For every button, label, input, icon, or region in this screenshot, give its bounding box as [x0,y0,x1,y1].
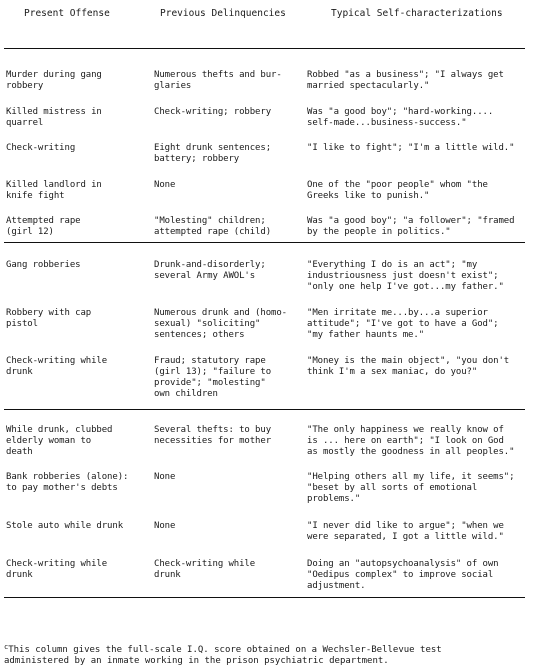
footnote-marker: c [4,643,9,651]
column-header-present-offense: Present Offense [24,8,110,19]
table-row-8-characterizations: "Money is the main object", "you don't think I'm a sex maniac, do you?" [307,356,510,377]
table-row-12-offense: Check-writing while drunk [6,559,108,580]
section-rule-1 [4,242,525,243]
footnote-text: This column gives the full-scale I.Q. score obtained on a Wechsler-Bellevue test administered by an inmate working in the prison psychiatric department. [4,645,442,666]
table-row-6-offense: Gang robberies [6,260,81,270]
table-row-8-offense: Check-writing while drunk [6,356,108,377]
table-row-4-offense: Killed landlord in knife fight [6,180,102,201]
table-row-10-characterizations: "Helping others all my life, it seems"; "beset by all sorts of emotional problems." [307,472,515,504]
table-row-7-characterizations: "Men irritate me...by...a superior attitude"; "I've got to have a God"; "my father haunts me." [307,308,499,340]
table-row-1-offense: Murder during gang robbery [6,70,102,91]
table-row-2-offense: Killed mistress in quarrel [6,107,102,128]
table-row-12-characterizations: Doing an "autopsychoanalysis" of own "Oedipus complex" to improve social adjustment. [307,559,499,591]
table-row-7-delinquencies: Numerous drunk and (homo- sexual) "soliciting" sentences; others [154,308,287,340]
table-row-8-delinquencies: Fraud; statutory rape (girl 13); "failure to provide"; "molesting" own children [154,356,272,399]
table-row-5-offense: Attempted rape (girl 12) [6,216,81,237]
table-row-5-characterizations: Was "a good boy"; "a follower"; "framed by the people in politics." [307,216,515,237]
table-row-12-delinquencies: Check-writing while drunk [154,559,256,580]
table-row-3-characterizations: "I like to fight"; "I'm a little wild." [307,143,515,153]
table-row-5-delinquencies: "Molesting" children; attempted rape (child) [154,216,272,237]
table-row-11-delinquencies: None [154,521,176,531]
footnote [4,642,524,667]
table-row-4-characterizations: One of the "poor people" whom "the Greeks like to punish." [307,180,488,201]
table-row-11-characterizations: "I never did like to argue"; "when we were separated, I got a little wild." [307,521,504,542]
column-header-previous-delinquencies: Previous Delinquencies [160,8,286,19]
header-rule [4,48,525,49]
table-row-10-offense: Bank robberies (alone): to pay mother's debts [6,472,129,493]
column-header-self-characterizations: Typical Self-characterizations [331,8,503,19]
table-row-11-offense: Stole auto while drunk [6,521,124,531]
table-row-7-offense: Robbery with cap pistol [6,308,92,329]
table-row-4-delinquencies: None [154,180,176,190]
table-row-9-characterizations: "The only happiness we really know of is ... here on earth"; "I look on God as mostly the goodness in all peoples." [307,425,515,457]
section-rule-2 [4,409,525,410]
table-row-6-characterizations: "Everything I do is an act"; "my industriousness just doesn't exist"; "only one help I've got...my father." [307,260,504,292]
table-row-9-delinquencies: Several thefts: to buy necessities for mother [154,425,272,446]
table-bottom-rule [4,597,525,598]
table-row-9-offense: While drunk, clubbed elderly woman to death [6,425,113,457]
table-row-2-characterizations: Was "a good boy"; "hard-working.... self-made...business-success." [307,107,494,128]
table-row-6-delinquencies: Drunk-and-disorderly; several Army AWOL's [154,260,266,281]
table-row-2-delinquencies: Check-writing; robbery [154,107,272,117]
table-row-1-characterizations: Robbed "as a business"; "I always get married spectacularly." [307,70,504,91]
table-row-1-delinquencies: Numerous thefts and bur- glaries [154,70,282,91]
table-row-3-offense: Check-writing [6,143,76,153]
table-row-10-delinquencies: None [154,472,176,482]
table-row-3-delinquencies: Eight drunk sentences; battery; robbery [154,143,272,164]
